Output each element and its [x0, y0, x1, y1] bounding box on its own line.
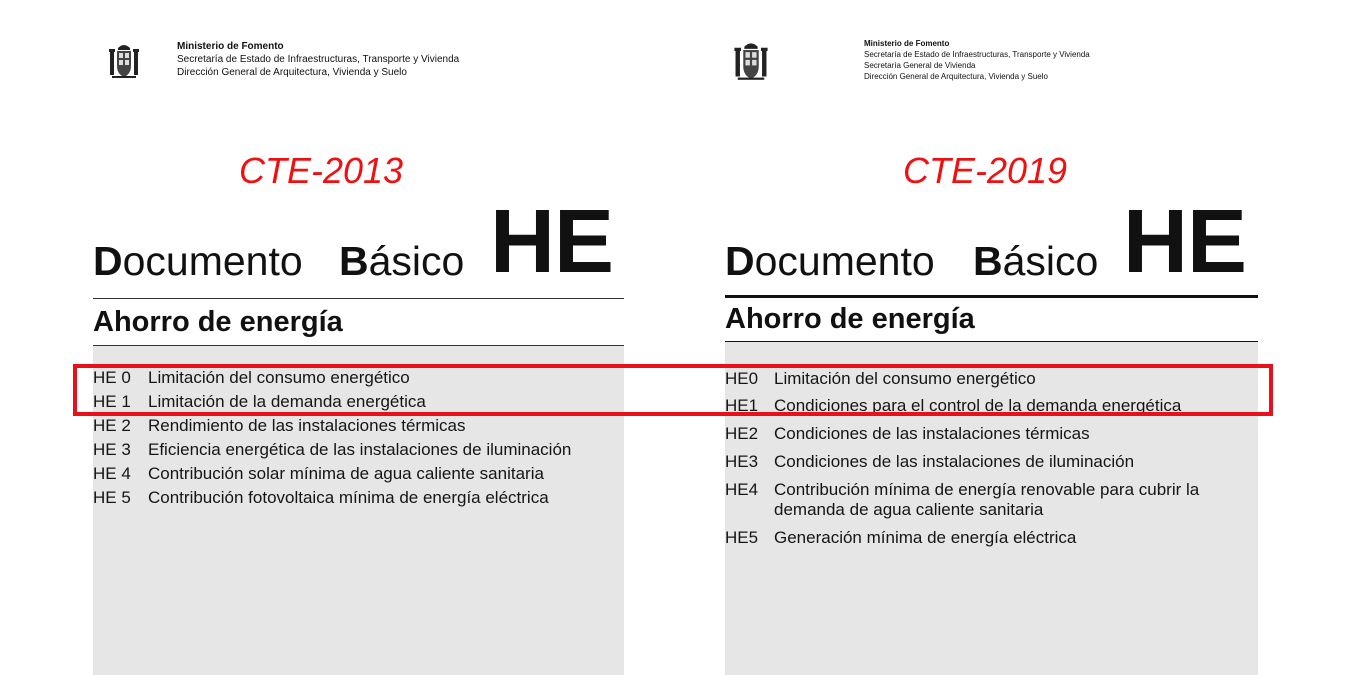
title-word-basico: Básico: [339, 238, 465, 284]
document-subtitle: Ahorro de energía: [725, 303, 975, 335]
ministry-line: Dirección General de Arquitectura, Vivienda y Suelo: [864, 72, 1048, 81]
version-label: CTE-2013: [239, 150, 404, 191]
item-text: Limitación del consumo energético: [148, 368, 410, 387]
ministry-header: [93, 38, 653, 88]
document-cte-2019: [725, 0, 1258, 675]
document-cte-2013: [93, 0, 624, 675]
ministry-line: Secretaría General de Vivienda: [864, 61, 976, 70]
ministry-name: Ministerio de Fomento: [864, 39, 950, 48]
coat-of-arms-icon: [731, 40, 771, 82]
item-code: HE 1: [93, 392, 131, 411]
item-text: Contribución solar mínima de agua caliente sanitaria: [148, 464, 544, 483]
document-subtitle: Ahorro de energía: [93, 306, 343, 338]
item-text: Condiciones para el control de la demanda energética: [774, 396, 1182, 415]
item-code: HE3: [725, 452, 759, 471]
item-code: HE 5: [93, 488, 131, 507]
ministry-header: [725, 38, 1285, 88]
item-code: HE 4: [93, 464, 131, 483]
item-code: HE 0: [93, 368, 131, 387]
ministry-line: Secretaría de Estado de Infraestructuras, Transporte y Vivienda: [177, 54, 460, 65]
item-text: Contribución fotovoltaica mínima de energía eléctrica: [148, 488, 549, 507]
item-text: Condiciones de las instalaciones de iluminación: [774, 452, 1135, 471]
ministry-line: Dirección General de Arquitectura, Vivienda y Suelo: [177, 67, 407, 78]
ministry-line: Secretaría de Estado de Infraestructuras, Transporte y Vivienda: [864, 50, 1090, 59]
highlight-box: [73, 364, 1273, 416]
title-word-documento: Documento: [725, 238, 935, 284]
item-text: Limitación del consumo energético: [774, 369, 1036, 388]
item-code: HE1: [725, 396, 759, 415]
coat-of-arms-icon: [107, 42, 141, 80]
item-code: HE4: [725, 480, 759, 499]
item-code: HE 3: [93, 440, 131, 459]
item-text: Rendimiento de las instalaciones térmicas: [148, 416, 466, 435]
ministry-text: [177, 40, 459, 79]
title-code: HE: [1123, 192, 1247, 292]
item-code: HE0: [725, 369, 759, 388]
title-word-documento: Documento: [93, 238, 303, 284]
item-text: demanda de agua caliente sanitaria: [774, 500, 1044, 519]
title-divider: [725, 295, 1258, 298]
item-code: HE5: [725, 528, 759, 547]
item-code: HE2: [725, 424, 759, 443]
title-word-basico: Básico: [973, 238, 1099, 284]
version-label: CTE-2019: [903, 150, 1068, 191]
ministry-text: [864, 38, 1090, 82]
title-code: HE: [490, 192, 614, 292]
item-text: Limitación de la demanda energética: [148, 392, 426, 411]
title-divider: [93, 298, 624, 299]
item-text: Condiciones de las instalaciones térmicas: [774, 424, 1090, 443]
item-code: HE 2: [93, 416, 131, 435]
item-text: Contribución mínima de energía renovable para cubrir la: [774, 480, 1200, 499]
ministry-name: Ministerio de Fomento: [177, 41, 284, 52]
item-text: Generación mínima de energía eléctrica: [774, 528, 1077, 547]
item-text: Eficiencia energética de las instalaciones de iluminación: [148, 440, 572, 459]
